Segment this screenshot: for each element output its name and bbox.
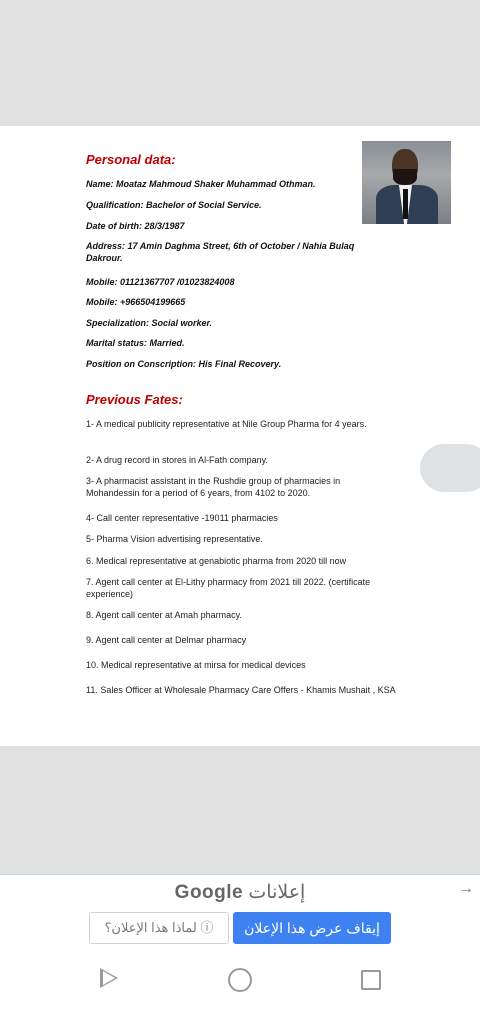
experience-item-10: 10. Medical representative at mirsa for medical devices (86, 660, 306, 670)
marital-status-line: Marital status: Married. (86, 338, 185, 348)
recents-square-icon[interactable] (361, 970, 381, 990)
name-line: Name: Moataz Mahmoud Shaker Muhammad Othman. (86, 179, 316, 189)
why-this-ad-label: لماذا هذا الإعلان؟ (104, 920, 197, 935)
experience-item-7: 7. Agent call center at El-Lithy pharmacy from 2021 till 2022. (certificate experience) (86, 577, 371, 599)
viewer-background-bottom (0, 746, 480, 874)
profile-photo (362, 141, 451, 224)
arrow-right-icon[interactable]: → (458, 880, 474, 897)
home-circle-icon[interactable] (228, 968, 252, 992)
experience-item-9: 9. Agent call center at Delmar pharmacy (86, 635, 247, 645)
ad-banner (0, 874, 480, 949)
stop-ad-button[interactable]: إيقاف عرض هذا الإعلان (233, 912, 391, 944)
viewer-background-top (0, 0, 480, 126)
google-brand-label: Google (174, 882, 244, 903)
specialization-line: Specialization: Social worker. (86, 318, 213, 328)
previous-fates-heading: Previous Fates: (86, 392, 183, 407)
ad-label (150, 881, 330, 904)
mobile-line-2: Mobile: +966504199665 (86, 297, 186, 307)
experience-item-5: 5- Pharma Vision advertising representative. (86, 534, 263, 544)
system-nav-bar (0, 948, 480, 1013)
experience-item-1: 1- A medical publicity representative at Nile Group Pharma for 4 years. (86, 419, 367, 429)
experience-item-2: 2- A drug record in stores in Al-Fath company. (86, 455, 268, 465)
experience-item-6: 6. Medical representative at genabiotic pharma from 2020 till now (86, 556, 347, 566)
back-triangle-icon[interactable] (100, 968, 118, 988)
experience-item-11: 11. Sales Officer at Wholesale Pharmacy Care Offers - Khamis Mushait , KSA (86, 685, 396, 695)
conscription-line: Position on Conscription: His Final Recovery. (86, 359, 282, 369)
mobile-line-1: Mobile: 01121367707 /01023824008 (86, 277, 235, 287)
experience-item-8: 8. Agent call center at Amah pharmacy. (86, 610, 242, 620)
address-line: Address: 17 Amin Daghma Street, 6th of October / Nahia Bulaq Dakrour. (86, 241, 355, 263)
dob-line: Date of birth: 28/3/1987 (86, 221, 185, 231)
info-icon: ⓘ (200, 920, 214, 935)
ads-label-ar: إعلانات (248, 882, 306, 903)
qualification-line: Qualification: Bachelor of Social Service. (86, 200, 262, 210)
why-this-ad-button[interactable] (89, 912, 229, 944)
side-panel-handle[interactable] (420, 444, 480, 492)
personal-data-heading: Personal data: (86, 152, 176, 167)
experience-item-3: 3- A pharmacist assistant in the Rushdie group of pharmacies in Mohandessin for a period of 6 years, from 4102 to 2020. (86, 476, 341, 498)
experience-item-4: 4- Call center representative -19011 pharmacies (86, 513, 278, 523)
